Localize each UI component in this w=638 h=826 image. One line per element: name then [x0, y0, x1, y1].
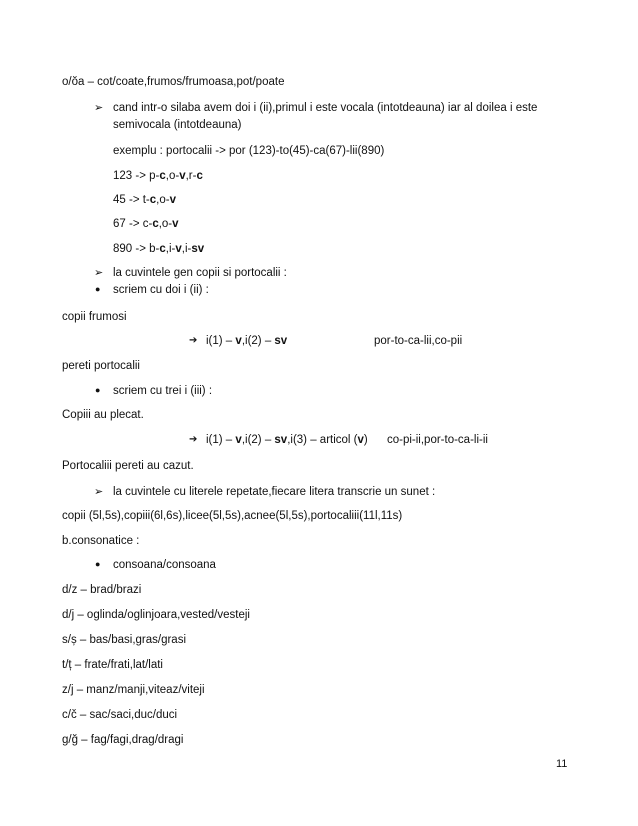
page-number: 11 [556, 758, 568, 770]
text-line: co-pi-ii,por-to-ca-li-ii [387, 434, 488, 446]
right-arrow-icon: ➔ [189, 335, 198, 346]
text-line: z/j – manz/manji,viteaz/viteji [62, 684, 205, 696]
bullet-dot-icon: ● [95, 385, 101, 395]
text-line: b.consonatice : [62, 535, 140, 547]
text-line: t/ț – frate/frati,lat/lati [62, 659, 163, 671]
text-line: copii frumosi [62, 311, 127, 323]
text-line: Copiii au plecat. [62, 409, 144, 421]
text-line: i(1) – v,i(2) – sv [206, 335, 288, 347]
text-line: i(1) – v,i(2) – sv,i(3) – articol (v) [206, 434, 368, 446]
arrow-bullet-icon: ➢ [94, 486, 104, 498]
text-line: exemplu : portocalii -> por (123)-to(45)-ca(67)-lii(890) [113, 145, 385, 157]
right-arrow-icon: ➔ [189, 434, 198, 445]
arrow-bullet-icon: ➢ [94, 102, 104, 114]
text-line: consoana/consoana [113, 559, 216, 571]
text-line: 890 -> b-c,i-v,i-sv [113, 243, 205, 255]
text-line: pereti portocalii [62, 360, 140, 372]
text-line: o/ŏa – cot/coate,frumos/frumoasa,pot/poate [62, 76, 285, 88]
text-line: 45 -> t-c,o-v [113, 194, 176, 206]
text-line: cand intr-o silaba avem doi i (ii),primul i este vocala (intotdeauna) iar al doilea i este [113, 102, 538, 114]
text-line: la cuvintele cu literele repetate,fiecare litera transcrie un sunet : [113, 486, 436, 498]
text-line: c/č – sac/saci,duc/duci [62, 709, 178, 721]
text-line: 123 -> p-c,o-v,r-c [113, 170, 203, 182]
text-line: scriem cu doi i (ii) : [113, 284, 209, 296]
text-line: la cuvintele gen copii si portocalii : [113, 267, 287, 279]
bullet-dot-icon: ● [95, 559, 101, 569]
text-line: Portocaliii pereti au cazut. [62, 460, 194, 472]
text-line: d/j – oglinda/oglinjoara,vested/vesteji [62, 609, 250, 621]
text-line: scriem cu trei i (iii) : [113, 385, 213, 397]
text-line: g/ğ – fag/fagi,drag/dragi [62, 734, 184, 746]
text-line: s/ș – bas/basi,gras/grasi [62, 634, 187, 646]
text-line: copii (5l,5s),copiii(6l,6s),licee(5l,5s),acnee(5l,5s),portocaliii(11l,11s) [62, 510, 403, 522]
text-line: 67 -> c-c,o-v [113, 218, 179, 230]
text-line: semivocala (intotdeauna) [113, 119, 242, 131]
arrow-bullet-icon: ➢ [94, 267, 104, 279]
text-line: por-to-ca-lii,co-pii [374, 335, 463, 347]
bullet-dot-icon: ● [95, 284, 101, 294]
text-line: d/z – brad/brazi [62, 584, 142, 596]
